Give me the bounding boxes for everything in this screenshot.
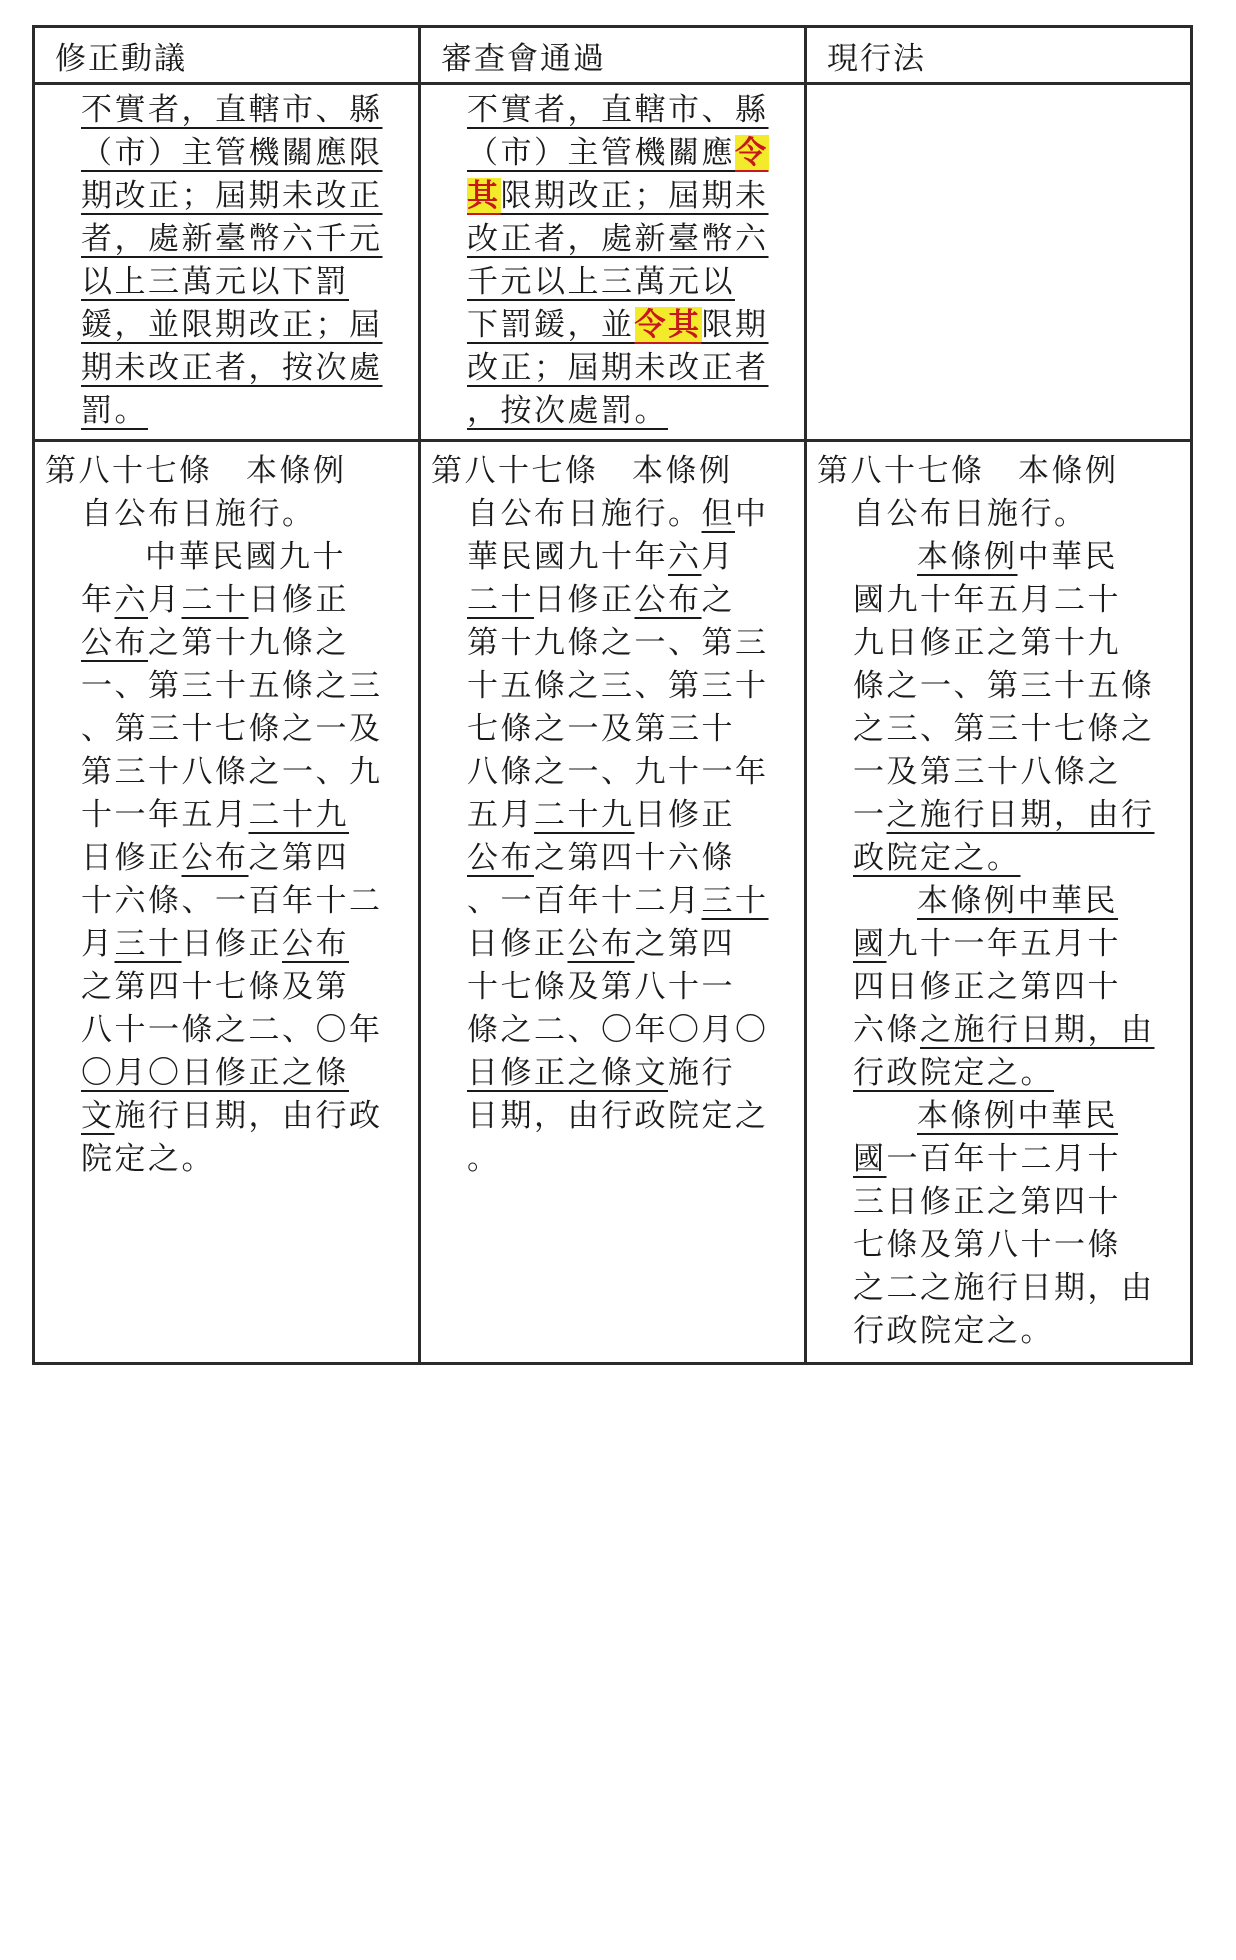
text-line: 一、第三十五條之三: [81, 668, 383, 704]
text-line: 下罰鍰，並: [467, 307, 635, 343]
text-line: （市）主管機關應: [467, 135, 735, 171]
text-line: 期改正；屆期未改正: [81, 178, 383, 214]
text-line: 之二之施行日期，由: [853, 1270, 1155, 1306]
underlined-text: 公布: [567, 926, 635, 962]
text-line: 者，處新臺幣六千元: [81, 221, 383, 257]
text-line: 國九十年五月二十: [853, 582, 1121, 618]
text-line: 日修正: [81, 840, 182, 876]
text-line: 一及第三十八條之: [853, 754, 1121, 790]
text-line: 院定之。: [81, 1141, 215, 1177]
underlined-text: 〇月〇日修正之條: [81, 1055, 349, 1091]
underlined-text: 國: [853, 1141, 887, 1177]
underlined-text: 國: [853, 926, 887, 962]
text-line: 一百年十二月十: [886, 1141, 1121, 1177]
text-line: 年: [81, 582, 115, 618]
text-line: 日修正: [248, 582, 349, 618]
text-line: 行政院定之。: [853, 1313, 1054, 1349]
text-line: 華民國九十年: [467, 539, 668, 575]
header-current-law: 現行法: [806, 27, 1192, 84]
cell-motion-article: [34, 441, 420, 1364]
highlighted-text: 其: [467, 178, 501, 214]
text-line: 之第四十七條及第: [81, 969, 349, 1005]
text-line: 千元以上三萬元以: [467, 264, 735, 300]
text-line: （市）主管機關應限: [81, 135, 383, 171]
text-line: 限期: [701, 307, 769, 343]
text-line: 月: [81, 926, 115, 962]
underlined-text: 六: [114, 582, 148, 618]
underlined-text: 公布: [467, 840, 534, 876]
text-line: 七條及第八十一條: [853, 1227, 1121, 1263]
underlined-text: 之施行日期，由: [920, 1012, 1155, 1048]
underlined-text: 二十九: [248, 797, 349, 833]
text-line: 鍰，並限期改正；屆: [81, 307, 383, 343]
text-line: 以上三萬元以下罰: [81, 264, 349, 300]
text-line: 之三、第三十七條之: [853, 711, 1155, 747]
text-line: 施行日期，由行政: [114, 1098, 383, 1134]
text-line: 罰。: [81, 393, 148, 429]
text-line: 自公布日施行。: [467, 496, 702, 532]
underlined-text: 公布: [81, 625, 148, 661]
text-line: 十七條及第八十一: [467, 969, 735, 1005]
text-line: 改正；屆期未改正者: [467, 350, 769, 386]
underlined-text: 三十: [114, 926, 182, 962]
underlined-text: 文: [81, 1098, 115, 1134]
text-line: 第十九條之一、第三: [467, 625, 769, 661]
text-line: 日修正: [467, 926, 568, 962]
cell-committee-article: [420, 441, 806, 1364]
underlined-text: 日修正之條文: [467, 1055, 668, 1091]
underlined-text: 本條例中華民: [917, 1098, 1118, 1134]
underlined-text: 之施行日期，由行: [886, 797, 1155, 833]
text-line: 月: [148, 582, 182, 618]
text-line: 三日修正之第四十: [853, 1184, 1121, 1220]
text-line: 第三十八條之一、九: [81, 754, 383, 790]
header-amendment-motion: 修正動議: [34, 27, 420, 84]
highlighted-text: 令: [735, 135, 769, 171]
text-line: 十一年五月: [81, 797, 249, 833]
text-line: 之第四: [634, 926, 735, 962]
underlined-text: 二十: [467, 582, 534, 618]
underlined-text: 公布: [634, 582, 702, 618]
text-line: 限期改正；屆期未: [500, 178, 769, 214]
text-line: 日期，由行政院定之: [467, 1098, 769, 1134]
text-line: 十六條、一百年十二: [81, 883, 383, 919]
comparison-table: [32, 25, 1193, 1365]
text-line: 條之一、第三十五條: [853, 668, 1155, 704]
text-line: 九日修正之第十九: [853, 625, 1121, 661]
highlighted-text: 令其: [634, 307, 702, 343]
text-line: 自公布日施行。: [853, 496, 1088, 532]
text-line: 。: [467, 1141, 501, 1177]
underlined-text: 行政院定之。: [853, 1055, 1054, 1091]
text-line: 日修正: [181, 926, 282, 962]
text-line: 中: [735, 496, 769, 532]
underlined-text: 二十九: [534, 797, 635, 833]
text-line: 中華民國九十: [145, 539, 346, 575]
text-line: 之: [701, 582, 735, 618]
text-line: 期未改正者，按次處: [81, 350, 383, 386]
text-line: 一: [853, 797, 887, 833]
text-line: 不實者，直轄市、縣: [467, 92, 769, 128]
text-line: 、一百年十二月: [467, 883, 702, 919]
text-line: 條之二、〇年〇月〇: [467, 1012, 769, 1048]
text-line: ，按次處罰。: [467, 393, 668, 429]
text-line: 中華民: [1017, 539, 1118, 575]
text-line: 四日修正之第四十: [853, 969, 1121, 1005]
cell-motion-text: [34, 84, 420, 441]
text-line: 之第十九條之: [148, 625, 349, 661]
article-heading: 第八十七條 本條例: [817, 453, 1119, 489]
underlined-text: 六: [668, 539, 702, 575]
text-line: 日修正: [634, 797, 735, 833]
underlined-text: 三十: [701, 883, 769, 919]
text-line: 之第四: [248, 840, 349, 876]
text-line: 十五條之三、第三十: [467, 668, 769, 704]
article-heading: 第八十七條 本條例: [431, 453, 733, 489]
underlined-text: 本條例: [917, 539, 1018, 575]
underlined-text: 二十: [181, 582, 249, 618]
text-line: 之第四十六條: [534, 840, 735, 876]
text-line: 月: [701, 539, 735, 575]
underlined-text: 但: [701, 496, 735, 532]
cell-current-law-empty: [806, 84, 1192, 441]
header-row: [34, 27, 1192, 84]
text-line: 五月: [467, 797, 534, 833]
text-line: 改正者，處新臺幣六: [467, 221, 769, 257]
text-line: 七條之一及第三十: [467, 711, 735, 747]
text-line: 九十一年五月十: [886, 926, 1121, 962]
table-row: [34, 441, 1192, 1364]
underlined-text: 政院定之。: [853, 840, 1021, 876]
text-line: 、第三十七條之一及: [81, 711, 383, 747]
header-committee-passed: 審查會通過: [420, 27, 806, 84]
text-line: 施行: [668, 1055, 735, 1091]
text-line: 日修正: [534, 582, 635, 618]
table-row: [34, 84, 1192, 441]
underlined-text: 本條例中華民: [917, 883, 1118, 919]
text-line: 八十一條之二、〇年: [81, 1012, 383, 1048]
underlined-text: 公布: [282, 926, 349, 962]
underlined-text: 公布: [181, 840, 249, 876]
text-line: 自公布日施行。: [81, 496, 316, 532]
text-line: 八條之一、九十一年: [467, 754, 769, 790]
article-heading: 第八十七條 本條例: [45, 453, 347, 489]
cell-committee-text: [420, 84, 806, 441]
text-line: 六條: [853, 1012, 920, 1048]
cell-current-law-article: [806, 441, 1192, 1364]
text-line: 不實者，直轄市、縣: [81, 92, 383, 128]
